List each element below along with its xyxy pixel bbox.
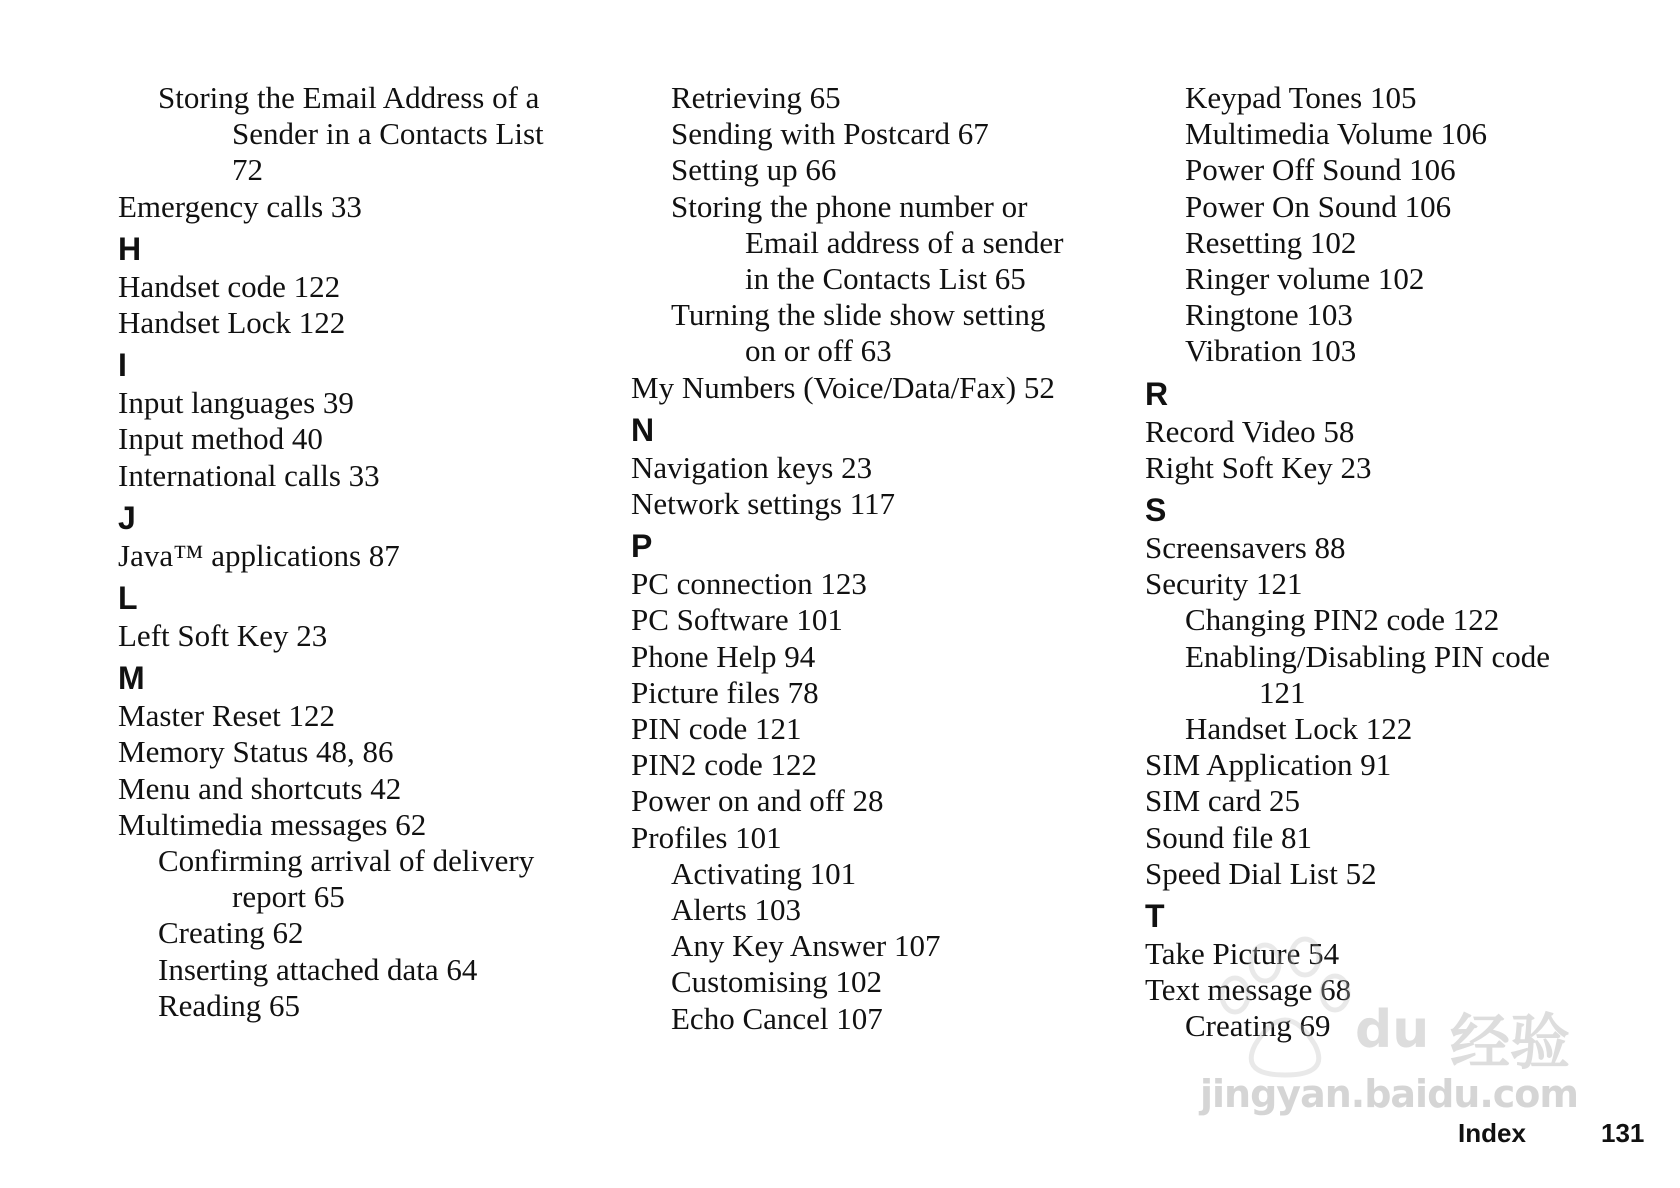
index-letter-heading: R [1145, 375, 1169, 412]
index-subentry: Resetting 102 [1185, 224, 1357, 260]
index-entry: Phone Help 94 [631, 638, 816, 674]
index-entry: PC connection 123 [631, 566, 867, 602]
index-subentry: Retrieving 65 [671, 80, 841, 115]
index-entry: Take Picture 54 [1145, 936, 1340, 972]
index-entry: Record Video 58 [1145, 413, 1355, 449]
index-subentry: Storing the phone number or [671, 188, 1028, 224]
index-subentry: Power On Sound 106 [1185, 188, 1452, 224]
index-subentry: Confirming arrival of delivery [158, 843, 535, 879]
index-subentry: Email address of a sender [745, 224, 1064, 260]
index-subentry: Storing the Email Address of a [158, 80, 540, 115]
index-subentry: 121 [1259, 674, 1306, 710]
index-entry: SIM card 25 [1145, 783, 1300, 819]
index-letter-heading: S [1145, 492, 1167, 529]
index-entry: Emergency calls 33 [118, 188, 362, 224]
index-letter-heading: I [118, 347, 127, 384]
index-letter-heading: P [631, 528, 653, 565]
index-entry: My Numbers (Voice/Data/Fax) 52 [631, 369, 1055, 405]
index-entry: International calls 33 [118, 457, 380, 493]
index-entry: SIM Application 91 [1145, 747, 1392, 783]
index-subentry: Alerts 103 [671, 892, 802, 928]
index-entry: Memory Status 48, 86 [118, 734, 394, 770]
index-subentry: Ringtone 103 [1185, 297, 1353, 333]
index-subentry: Inserting attached data 64 [158, 951, 478, 987]
index-entry: Security 121 [1145, 566, 1303, 602]
index-column-2 [631, 80, 1101, 1037]
index-subentry: Vibration 103 [1185, 333, 1357, 369]
index-subentry: Changing PIN2 code 122 [1185, 602, 1500, 638]
index-subentry: Sending with Postcard 67 [671, 116, 989, 152]
index-letter-heading: J [118, 499, 136, 536]
index-entry: Picture files 78 [631, 674, 819, 710]
index-subentry: Echo Cancel 107 [671, 1000, 883, 1036]
index-entry: Input method 40 [118, 421, 323, 457]
watermark-chinese-label: 经验 [1450, 1008, 1570, 1078]
index-letter-heading: T [1145, 898, 1165, 935]
index-entry: Menu and shortcuts 42 [118, 770, 402, 806]
index-subentry: Reading 65 [158, 987, 301, 1023]
index-subentry: Creating 69 [1185, 1008, 1331, 1044]
index-subentry: Creating 62 [158, 915, 304, 951]
index-entry: Handset Lock 122 [118, 305, 346, 341]
watermark-url: jingyan.baidu.com [1200, 1072, 1578, 1116]
index-entry: Power on and off 28 [631, 783, 884, 819]
index-subentry: in the Contacts List 65 [745, 261, 1026, 297]
index-letter-heading: N [631, 411, 655, 448]
index-entry: Handset code 122 [118, 268, 341, 304]
index-subentry: Customising 102 [671, 964, 883, 1000]
index-subentry: Sender in a Contacts List [232, 116, 544, 152]
index-column-3 [1145, 80, 1665, 1045]
index-subentry: Setting up 66 [671, 152, 837, 188]
index-entry: Sound file 81 [1145, 819, 1313, 855]
index-entry: Multimedia messages 62 [118, 806, 427, 842]
index-entry: Master Reset 122 [118, 698, 335, 734]
index-subentry: Enabling/Disabling PIN code [1185, 638, 1551, 674]
index-letter-heading: L [118, 580, 138, 617]
index-column-1 [118, 80, 588, 1024]
index-entry: PIN code 121 [631, 711, 802, 747]
index-subentry: on or off 63 [745, 333, 892, 369]
index-entry: Input languages 39 [118, 385, 354, 421]
index-letter-heading: H [118, 230, 142, 267]
index-entry: Navigation keys 23 [631, 449, 873, 485]
index-entry: Network settings 117 [631, 486, 896, 522]
index-subentry: Multimedia Volume 106 [1185, 116, 1487, 152]
footer-page-number: 131 [1601, 1118, 1645, 1148]
index-subentry: Activating 101 [671, 855, 857, 891]
index-subentry: 72 [232, 152, 263, 188]
index-subentry: Handset Lock 122 [1185, 711, 1413, 747]
index-letter-heading: M [118, 660, 145, 697]
index-entry: Java™ applications 87 [118, 537, 400, 573]
index-entry: PC Software 101 [631, 602, 843, 638]
index-subentry: Keypad Tones 105 [1185, 80, 1417, 115]
index-entry: Profiles 101 [631, 819, 782, 855]
index-subentry: Power Off Sound 106 [1185, 152, 1456, 188]
index-entry: Left Soft Key 23 [118, 618, 328, 654]
index-entry: PIN2 code 122 [631, 747, 817, 783]
index-subentry: Any Key Answer 107 [671, 928, 941, 964]
watermark-brand: du [1355, 1000, 1430, 1060]
index-entry: Right Soft Key 23 [1145, 449, 1372, 485]
footer-section-title: Index [1458, 1118, 1526, 1148]
index-subentry: Ringer volume 102 [1185, 261, 1425, 297]
index-entry: Screensavers 88 [1145, 530, 1346, 566]
index-subentry: Turning the slide show setting [671, 297, 1046, 333]
index-entry: Text message 68 [1145, 972, 1352, 1008]
index-entry: Speed Dial List 52 [1145, 855, 1377, 891]
index-subentry: report 65 [232, 879, 345, 915]
